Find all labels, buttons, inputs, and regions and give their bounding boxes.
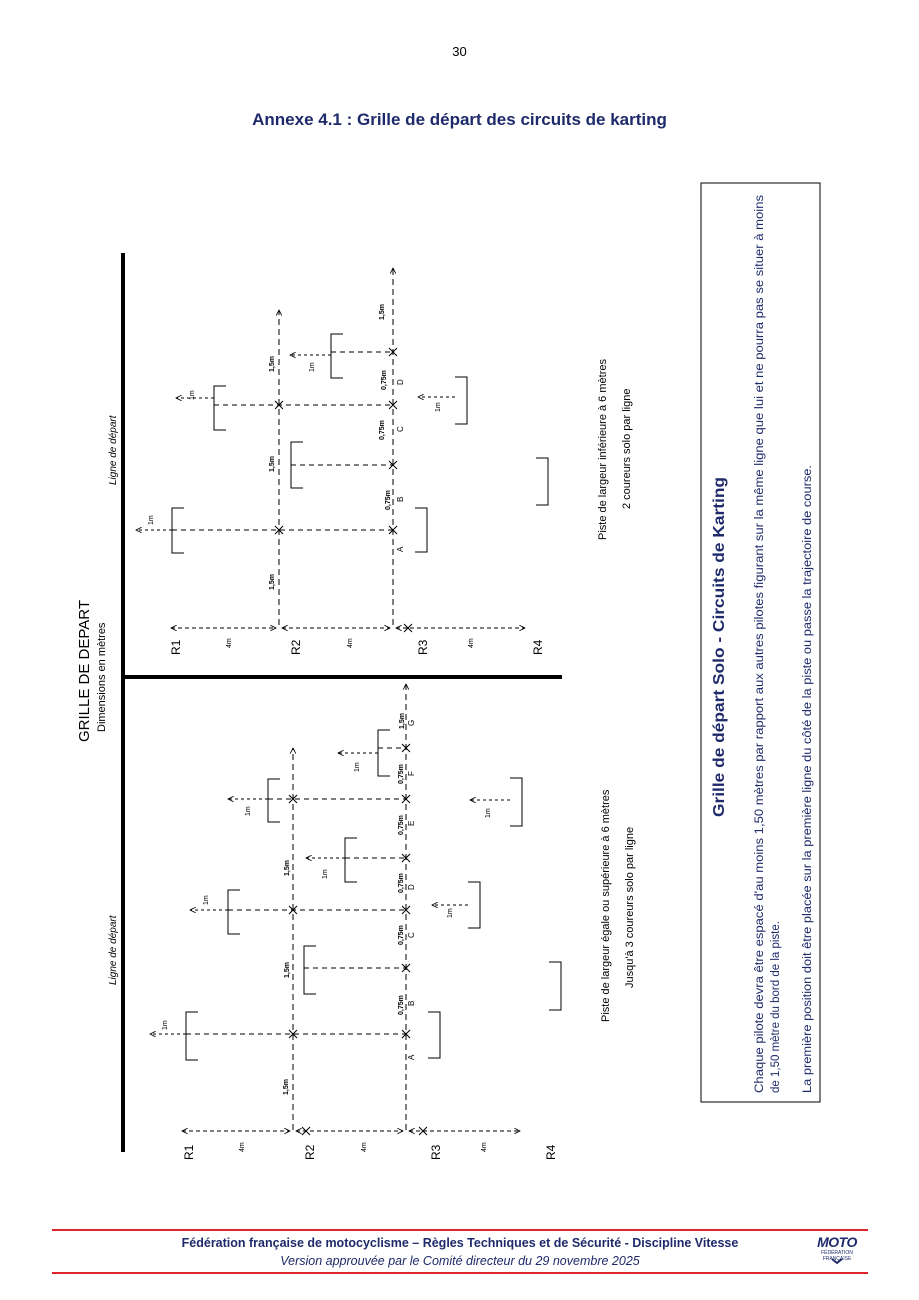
footer [60,1234,860,1270]
page-title: Annexe 4.1 : Grille de départ des circuits de karting [252,110,667,129]
gap-label: 4m [239,1142,246,1152]
narrow-track-grid [136,268,548,632]
dim-label: 1m [322,869,329,879]
footer-rule-bottom [52,1272,868,1274]
dim-label: 1,5m [379,304,386,320]
gap-label: 4m [226,638,233,648]
position-label-a: A [407,1054,416,1060]
dim-label: 0,75m [398,873,405,893]
footer-line-2: Version approuvée par le Comité directeur du 29 novembre 2025 [280,1254,640,1268]
position-label-b: B [407,1000,416,1006]
dim-label: 0,75m [398,925,405,945]
row-label-r2-narrow: R2 [289,639,303,655]
dim-label: 0,75m [381,370,388,390]
position-label-a: A [396,546,405,552]
logo-subtitle: FÉDÉRATION FRANÇAISE [821,1250,853,1262]
dim-label: 1m [485,808,492,818]
dim-label: 1,5m [269,356,276,372]
dim-label: 1m [148,515,155,525]
position-label-f: F [407,771,416,776]
page-number: 30 [452,44,467,59]
position-label-d: D [396,379,405,385]
position-label-d: D [407,884,416,890]
row-label-r1-wide: R1 [182,1144,196,1160]
row-label-r1-narrow: R1 [169,639,183,655]
narrow-track-caption-1: Piste de largeur inférieure à 6 mètres [597,359,609,540]
grid-subheading: Dimensions en mètres [96,622,108,732]
dim-label: 0,75m [398,764,405,784]
gap-label: 4m [468,638,475,648]
dim-label: 0,75m [398,995,405,1015]
row-label-r3-narrow: R3 [416,639,430,655]
gap-label: 4m [481,1142,488,1152]
dim-label: 1,5m [283,1079,290,1095]
info-box-title: Grille de départ Solo - Circuits de Karting [711,503,728,817]
logo-word: MOTO [817,1234,857,1250]
dim-label: 1,5m [284,860,291,876]
dim-label: 1m [189,390,196,400]
footer-line-1: Fédération française de motocyclisme – Règles Techniques et de Sécurité - Discipline Vitesse [181,1236,739,1250]
wide-track-caption-2: Jusqu'à 3 coureurs solo par ligne [624,826,636,988]
dim-label: 1,5m [269,574,276,590]
logo-chevron-icon [831,1258,843,1265]
position-label-c: C [407,932,416,938]
dim-label: 1m [435,402,442,412]
gap-label: 4m [361,1142,368,1152]
position-label-e: E [407,820,416,826]
position-label-c: C [396,426,405,432]
gap-label: 4m [347,638,354,648]
info-box-paragraph1-line1: Chaque pilote devra être espacé d'au moins 1,50 mètres par rapport aux autres pilotes figurant sur la même ligne que lui et ne pourra pas se situer à moins [754,301,766,1093]
dim-label: 0,75m [379,420,386,440]
dim-label: 1,5m [269,456,276,472]
dim-label: 1m [309,362,316,372]
start-line-label-wide: Ligne de départ [108,915,119,985]
dim-label: 1,5m [399,713,406,729]
narrow-track-caption-2: 2 coureurs solo par ligne [621,388,633,509]
info-box-paragraph2: La première position doit être placée sur la première ligne du côté de la piste ou passe la trajectoire de course. [802,530,814,1093]
dim-label: 0,75m [385,490,392,510]
dim-label: 1m [354,762,361,772]
position-label-b: B [396,496,405,502]
grid-heading: GRILLE DE DEPART [76,600,93,742]
info-box-paragraph1-line2: de 1,50 mètre du bord de la piste. [770,921,782,1093]
row-label-r4-narrow: R4 [531,639,545,655]
dim-label: 1m [447,908,454,918]
footer-rule-top [52,1229,868,1231]
start-line-label-narrow: Ligne de départ [108,415,119,485]
dim-label: 1m [245,806,252,816]
row-label-r3-wide: R3 [429,1144,443,1160]
position-label-g: G [407,719,416,726]
wide-track-grid [150,684,561,1135]
dim-label: 0,75m [398,815,405,835]
dim-label: 1m [162,1020,169,1030]
row-label-r4-wide: R4 [544,1144,558,1160]
wide-track-caption-1: Piste de largeur égale ou supérieure à 6 mètres [600,789,612,1022]
dim-label: 1,5m [284,962,291,978]
dim-label: 1m [203,895,210,905]
row-label-r2-wide: R2 [303,1144,317,1160]
ffm-logo [814,1234,860,1268]
